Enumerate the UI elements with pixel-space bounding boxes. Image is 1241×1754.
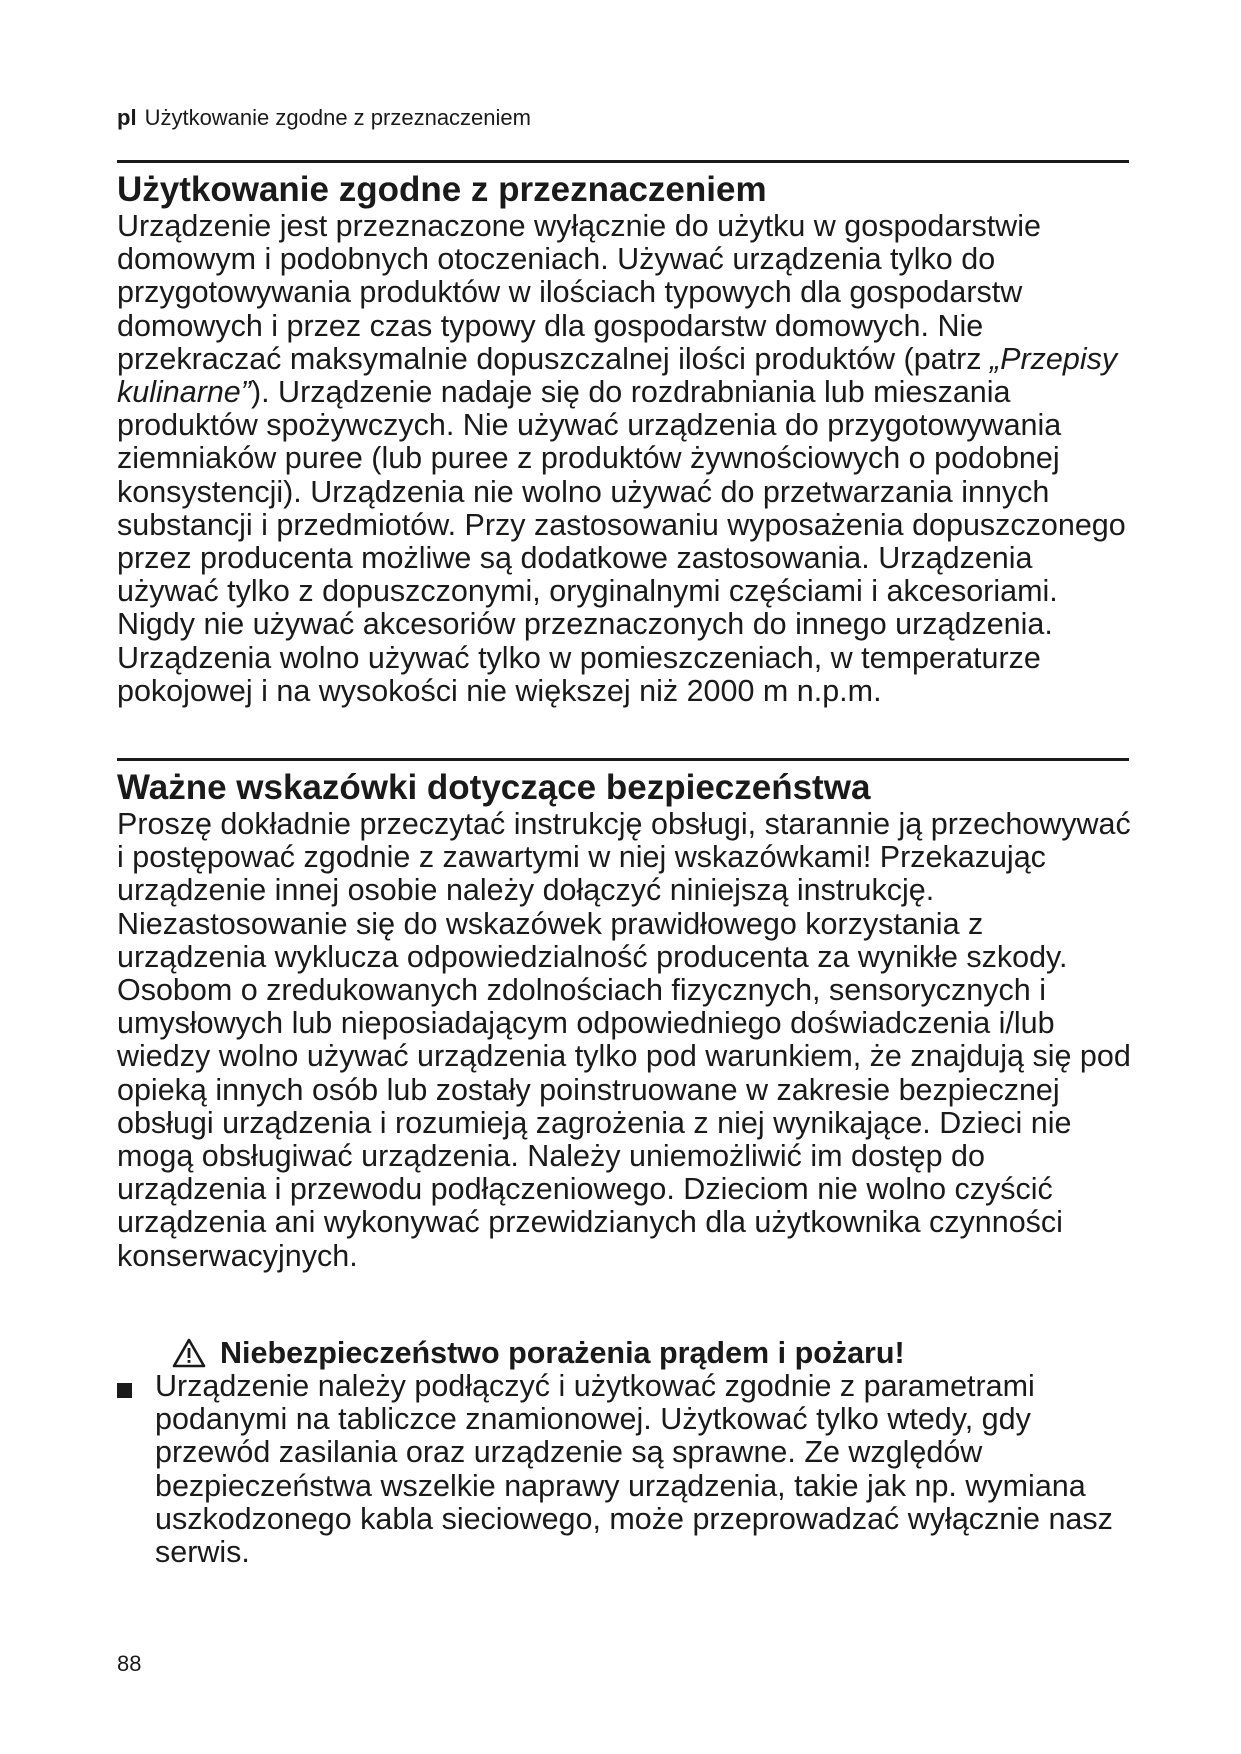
running-header-title: Użytkowanie zgodne z przeznaczeniem bbox=[144, 105, 531, 130]
section-safety-instructions bbox=[117, 768, 1137, 1273]
body-text: Urządzenie jest przeznaczone wyłącznie do użytku w gospodarstwie domowym i podobnych otoczeniach. Używać urządzenia tylko do przygotowywania produktów w ilościach typowych dla gospodarstw domowych i przez czas typowy dla gospodarstw domowych. Nie przekraczać maksymalnie dopuszczalnej ilości produktów (patrz bbox=[117, 209, 1041, 376]
warning-triangle-icon bbox=[172, 1338, 206, 1368]
section-heading: Ważne wskazówki dotyczące bezpieczeństwa bbox=[117, 768, 871, 807]
safety-paragraph-1: Proszę dokładnie przeczytać instrukcję obsługi, starannie ją przechowywać i postępować zgodnie z zawartymi w niej wskazówkami! Przekazując urządzenie innej osobie należy dołączyć niniejszą instrukcję. Niezastosowanie się do wskazówek prawidłowego korzystania z urządzenia wyklucza odpowiedzialność producenta za wynikłe szkody. bbox=[117, 807, 1131, 974]
section-body bbox=[117, 210, 1137, 708]
warning-title: Niebezpieczeństwo porażenia prądem i pożaru! bbox=[220, 1336, 905, 1370]
section-intended-use bbox=[117, 170, 1137, 708]
bullet-square-icon bbox=[117, 1383, 132, 1398]
safety-paragraph-2: Osobom o zredukowanych zdolnościach fizycznych, sensorycznych i umysłowych lub nieposiadającym odpowiedniego doświadczenia i/lub wiedzy wolno używać urządzenia tylko pod warunkiem, że znajdują się pod opieką innych osób lub zostały poinstruowane w zakresie bezpiecznej obsługi urządzenia i rozumieją zagrożenia z niej wynikające. Dzieci nie mogą obsługiwać urządzenia. Należy uniemożliwić im dostęp do urządzenia i przewodu podłączeniowego. Dzieciom nie wolno czyścić urządzenia ani wykonywać przewidzianych dla użytkownika czynności konserwacyjnych. bbox=[117, 973, 1131, 1273]
running-header bbox=[117, 104, 531, 132]
section-divider bbox=[117, 758, 1129, 761]
recipes-reference: „Przepisy kulinarne” bbox=[117, 341, 1118, 410]
warning-bullet-text: Urządzenie należy podłączyć i użytkować zgodnie z parametrami podanymi na tabliczce znamionowej. Użytkować tylko wtedy, gdy przewód zasilania oraz urządzenie są sprawne. Ze względów bezpieczeństwa wszelkie naprawy urządzenia, takie jak np. wymiana uszkodzonego kabla sieciowego, może przeprowadzać wyłącznie nasz serwis. bbox=[155, 1369, 1113, 1570]
body-text-continued: ). Urządzenie nadaje się do rozdrabniania lub mieszania produktów spożywczych. Nie używać urządzenia do przygotowywania ziemniaków puree (lub puree z produktów żywnościowych o podobnej konsystencji). Urządzenia nie wolno używać do przetwarzania innych substancji i przedmiotów. Przy zastosowaniu wyposażenia dopuszczonego przez producenta możliwe są dodatkowe zastosowania. Urządzenia używać tylko z dopuszczonymi, oryginalnymi częściami i akcesoriami. Nigdy nie używać akcesoriów przeznaczonych do innego urządzenia. Urządzenia wolno używać tylko w pomieszczeniach, w temperaturze pokojowej i na wysokości nie większej niż 2000 m n.p.m. bbox=[117, 375, 1126, 708]
warning-bullet-item bbox=[117, 1370, 1137, 1569]
section-divider bbox=[117, 160, 1129, 163]
warning-heading bbox=[172, 1334, 905, 1372]
section-heading: Użytkowanie zgodne z przeznaczeniem bbox=[117, 170, 767, 209]
language-code: pl bbox=[117, 105, 137, 130]
page-number: 88 bbox=[117, 1651, 142, 1676]
